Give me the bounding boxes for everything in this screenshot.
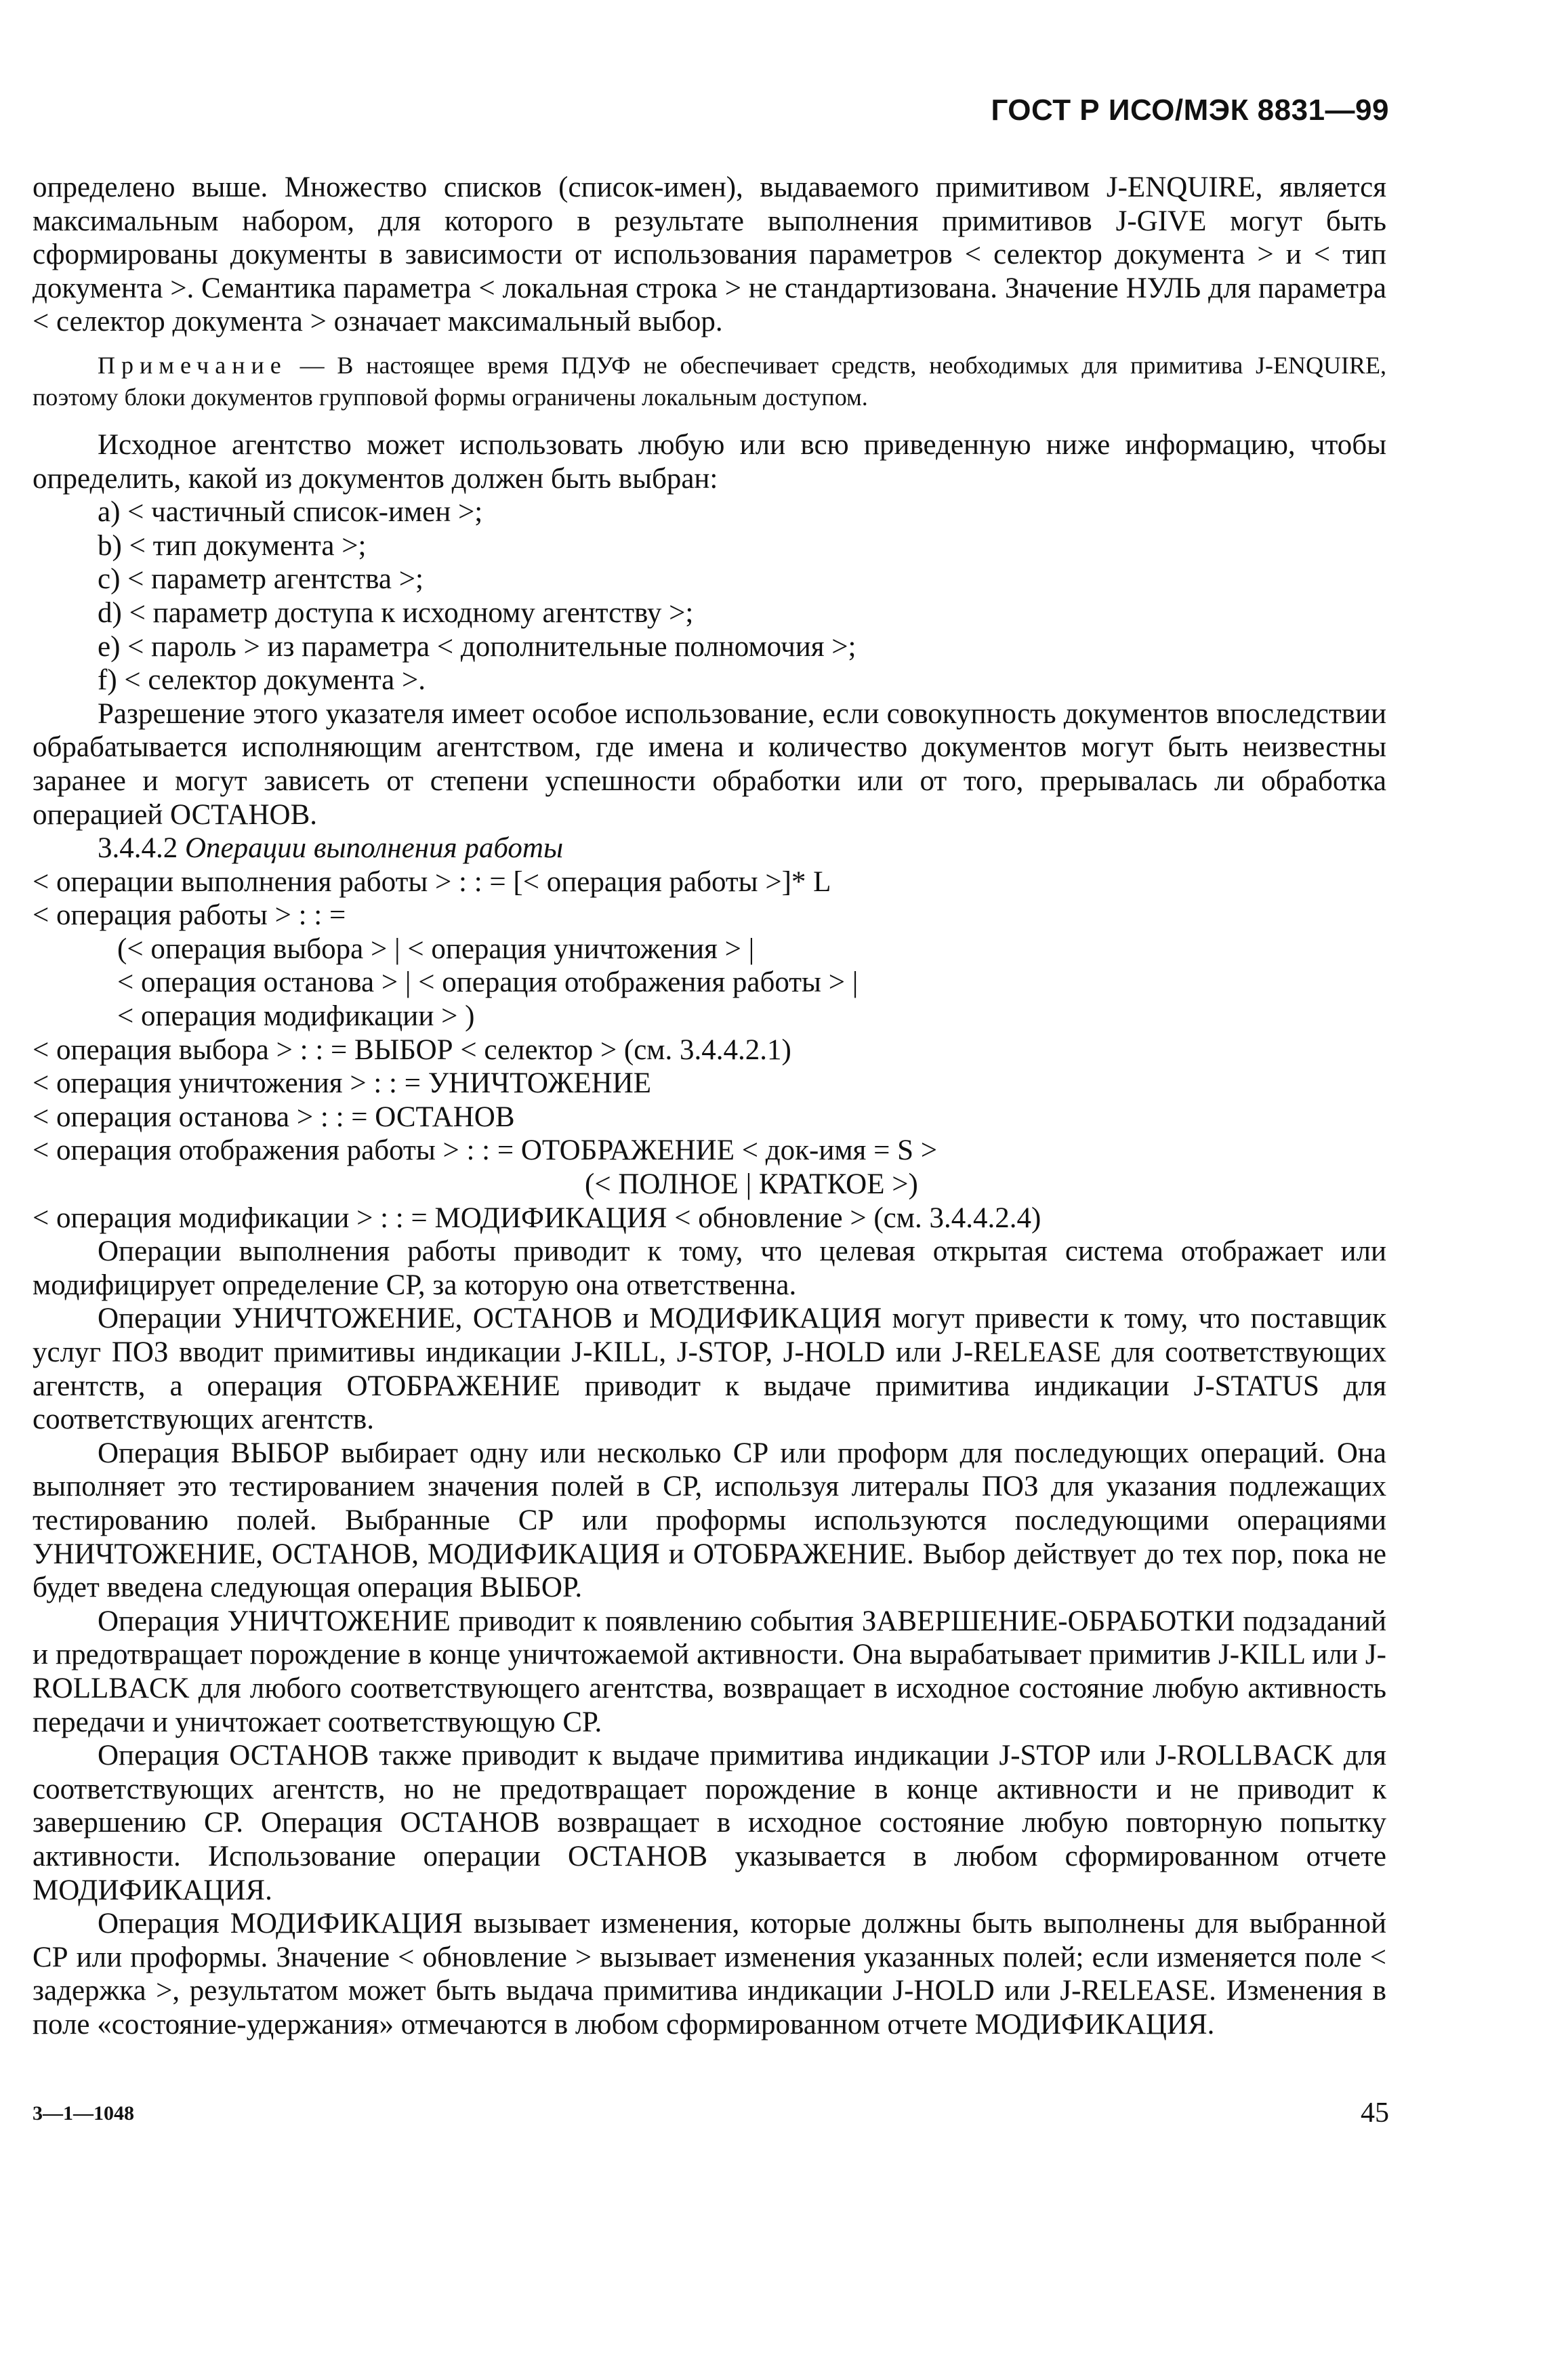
list-item: b) < тип документа >; <box>98 529 367 562</box>
grammar-block <box>33 865 1386 1235</box>
list-item: a) < частичный список-имен >; <box>98 496 483 529</box>
grammar-line: < операция уничтожения > : : = УНИЧТОЖЕНИЕ <box>33 1067 652 1100</box>
paragraph: Операция ОСТАНОВ также приводит к выдаче примитива индикации J-STOP или J-ROLLBACK для соответствующих агентств, но не предотвращает порождение в конце активности и не приводит к завершению СР. Операция ОСТАНОВ возвращает в исходное состояние любую повторную попытку активности. Использование операции ОСТАНОВ указывается в любом сформированном отчете МОДИФИКАЦИЯ. <box>33 1740 1386 1906</box>
list-item: f) < селектор документа >. <box>98 664 426 697</box>
list-item: d) < параметр доступа к исходному агентству >; <box>98 596 694 629</box>
section-heading <box>33 832 1386 865</box>
paragraph: определено выше. Множество списков (список-имен), выдаваемого примитивом J-ENQUIRE, является максимальным набором, для которого в результате выполнения примитивов J-GIVE могут быть сформированы документы в зависимости от использования параметров < селектор документа > и < тип документа >. Семантика параметра < локальная строка > не стандартизована. Значение НУЛЬ для параметра < селектор документа > означает максимальный выбор. <box>33 171 1386 338</box>
paragraph: Операция ВЫБОР выбирает одну или несколько СР или проформ для последующих операций. Она выполняет это тестированием значения полей в СР, используя литералы ПОЗ для указания подлежащих тестированию полей. Выбранные СР или проформы используются последующими операциями УНИЧТОЖЕНИЕ, ОСТАНОВ, МОДИФИКАЦИЯ и ОТОБРАЖЕНИЕ. Выбор действует до тех пор, пока не будет введена следующая операция ВЫБОР. <box>33 1437 1386 1604</box>
paragraph: Операция УНИЧТОЖЕНИЕ приводит к появлению события ЗАВЕРШЕНИЕ-ОБРАБОТКИ подзаданий и предотвращает порождение в конце уничтожаемой активности. Она вырабатывает примитив J-KILL или J-ROLLBACK для любого соответствующего агентства, возвращает в исходное состояние любую активность передачи и уничтожает соответствующую СР. <box>33 1605 1386 1738</box>
grammar-line: < операция работы > : : = <box>33 899 346 932</box>
note-text: — В настоящее время ПДУФ не обеспечивает средств, необходимых для примитива J-ENQUIRE, поэтому блоки документов групповой формы ограничены локальным доступом. <box>33 351 1386 411</box>
paragraph: Операции УНИЧТОЖЕНИЕ, ОСТАНОВ и МОДИФИКАЦИЯ могут привести к тому, что поставщик услуг ПОЗ вводит примитивы индикации J-KILL, J-STOP, J-HOLD или J-RELEASE для соответствующих агентств, а операция ОТОБРАЖЕНИЕ приводит к выдаче примитива индикации J-STATUS для соответствующих агентств. <box>33 1302 1386 1436</box>
grammar-line: (< ПОЛНОЕ | КРАТКОЕ >) <box>585 1168 918 1201</box>
page-number: 45 <box>1361 2097 1389 2129</box>
grammar-line: < операция отображения работы > : : = ОТОБРАЖЕНИЕ < док-имя = S > <box>33 1134 937 1167</box>
grammar-line: < операция модификации > ) <box>117 1000 475 1033</box>
note-label: Примечание <box>98 351 287 379</box>
paragraph: Операция МОДИФИКАЦИЯ вызывает изменения, которые должны быть выполнены для выбранной СР или проформы. Значение < обновление > вызывает изменения указанных полей; если изменяется поле < задержка >, результатом может быть выдача примитива индикации J-HOLD или J-RELEASE. Изменения в поле «состояние-удержания» отмечаются в любом сформированном отчете МОДИФИКАЦИЯ. <box>33 1908 1386 2040</box>
paragraph: Операции выполнения работы приводит к тому, что целевая открытая система отображает или модифицирует определение СР, за которую она ответственна. <box>33 1235 1386 1301</box>
section-number: 3.4.4.2 <box>98 832 185 865</box>
grammar-line: < операции выполнения работы > : : = [< операция работы >]* L <box>33 865 831 898</box>
paragraph: Разрешение этого указателя имеет особое использование, если совокупность документов впоследствии обрабатывается исполняющим агентством, где имена и количество документов могут быть неизвестны заранее и могут зависеть от степени успешности обработки или от того, прерывалась ли обработка операцией ОСТАНОВ. <box>33 697 1386 831</box>
paragraph: Исходное агентство может использовать любую или всю приведенную ниже информацию, чтобы определить, какой из документов должен быть выбран: <box>33 428 1386 495</box>
list-item: c) < параметр агентства >; <box>98 563 424 596</box>
list-item: e) < пароль > из параметра < дополнительные полномочия >; <box>98 630 856 663</box>
grammar-line: < операция останова > | < операция отображения работы > | <box>117 966 859 999</box>
grammar-line: < операция выбора > : : = ВЫБОР < селектор > (см. 3.4.4.2.1) <box>33 1033 791 1066</box>
document-body <box>33 171 1386 2041</box>
print-code: 3—1—1048 <box>33 2102 134 2125</box>
document-header: ГОСТ Р ИСО/МЭК 8831—99 <box>991 94 1389 127</box>
grammar-line: < операция останова > : : = ОСТАНОВ <box>33 1101 515 1133</box>
grammar-line: (< операция выбора > | < операция уничтожения > | <box>117 932 755 965</box>
note <box>33 350 1386 413</box>
grammar-line: < операция модификации > : : = МОДИФИКАЦИЯ < обновление > (см. 3.4.4.2.4) <box>33 1202 1041 1234</box>
section-title: Операции выполнения работы <box>185 832 564 865</box>
